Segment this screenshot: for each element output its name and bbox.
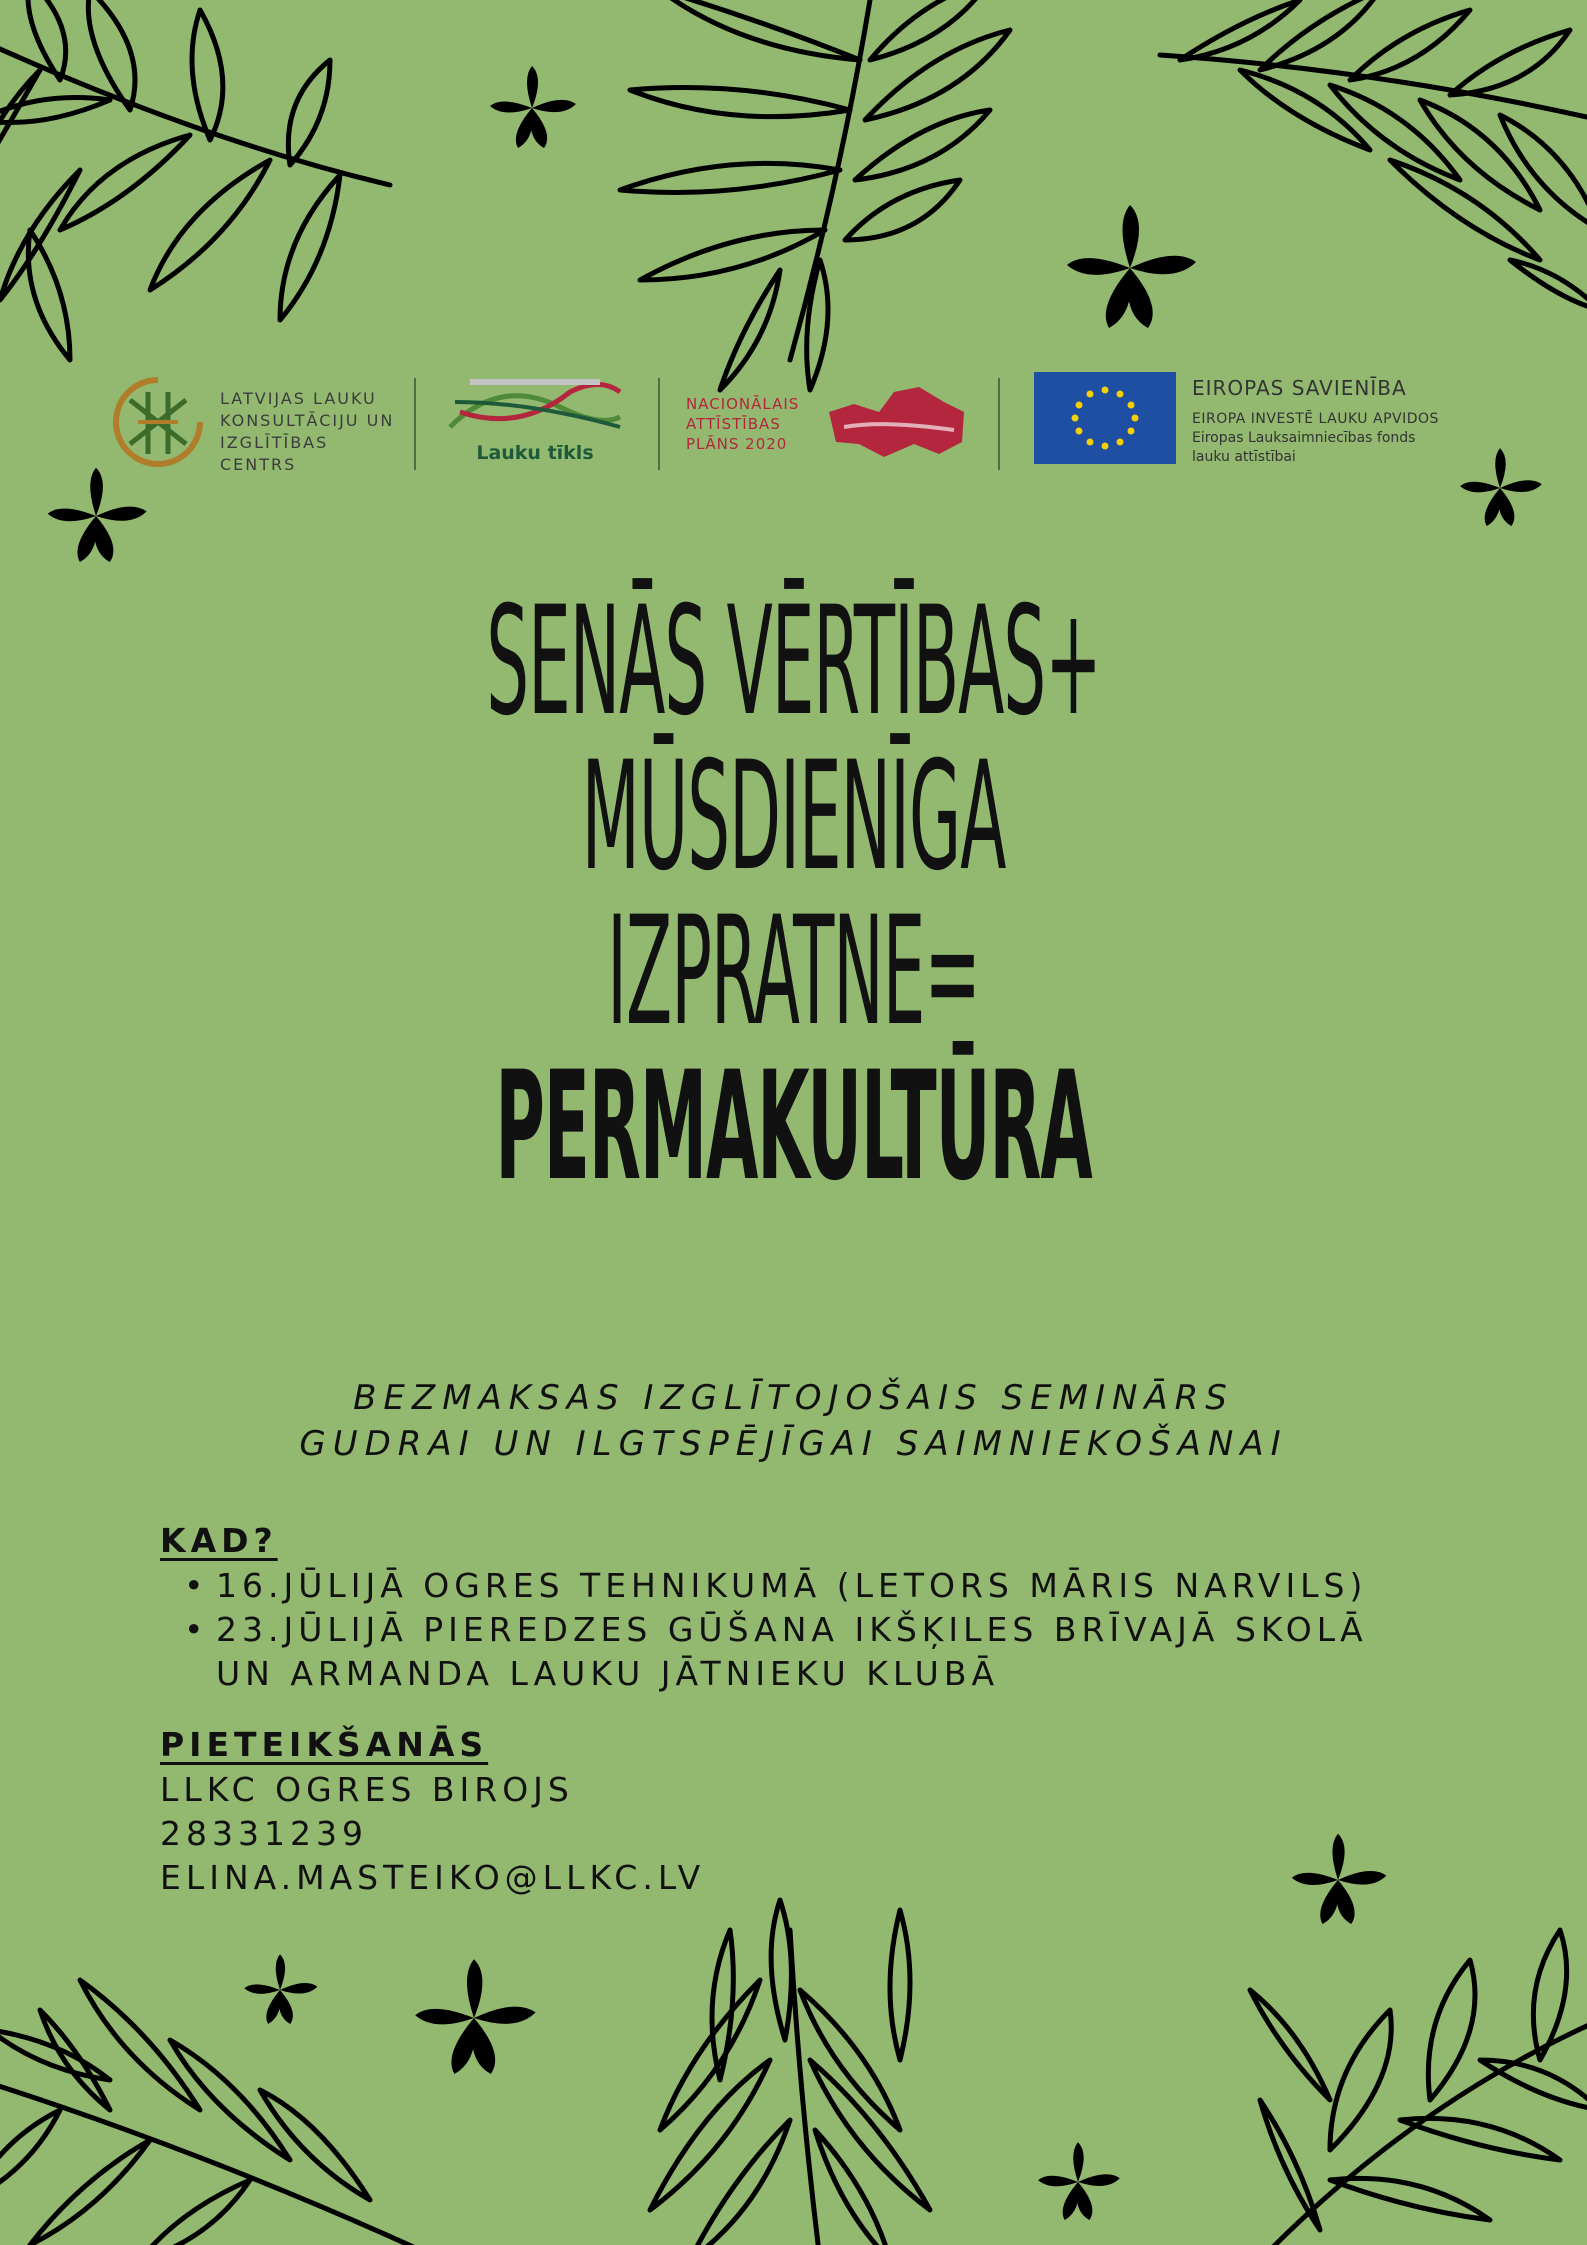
phone-number[interactable]: 28331239 (160, 1814, 368, 1853)
leaf-branch-bottom-left-icon (0, 1980, 420, 2245)
eu-line-3: lauku attīstībai (1192, 449, 1296, 465)
title-line-2: MŪSDIENĪGA (581, 730, 1006, 904)
office-name: LLKC OGRES BIROJS (160, 1770, 574, 1809)
subtitle-line-1: BEZMAKSAS IZGLĪTOJOŠAIS SEMINĀRS (353, 1378, 1234, 1418)
llkc-name (220, 388, 408, 476)
leaf-branch-top-right-icon (1160, 0, 1587, 310)
eu-flag-icon (1034, 372, 1176, 464)
title-line-3: IZPRATNE= (607, 885, 980, 1059)
page-title (0, 575, 1587, 1214)
nap-line-1: NACIONĀLAIS (686, 395, 800, 413)
logo-divider (658, 378, 660, 470)
llkc-line-1: LATVIJAS LAUKU (220, 389, 377, 408)
logo-divider (414, 378, 416, 470)
date-item: • 16.JŪLIJĀ OGRES TEHNIKUMĀ (LETORS MĀRIS NARVILS) (216, 1564, 1440, 1608)
nap-logo (686, 372, 976, 482)
nap-name (686, 394, 799, 454)
leaf-branch-top-left-icon (0, 0, 390, 360)
email-address[interactable]: ELINA.MASTEIKO@LLKC.LV (160, 1858, 706, 1897)
lauku-tikls-name: Lauku tīkls (476, 442, 594, 464)
eu-line-1: EIROPA INVESTĒ LAUKU APVIDOS (1192, 411, 1439, 427)
flower-icon (1067, 205, 1196, 328)
eu-line-2: Eiropas Lauksaimniecības fonds (1192, 430, 1416, 446)
lauku-tikls-logo (440, 372, 630, 482)
llkc-line-3: IZGLĪTĪBAS CENTRS (220, 433, 329, 474)
eu-logo (1034, 372, 1504, 482)
flower-icon (490, 66, 576, 148)
nap-line-3: PLĀNS 2020 (686, 435, 788, 453)
eu-subtitle (1192, 410, 1439, 467)
title-line-4: PERMAKULTŪRA (495, 1040, 1092, 1214)
subtitle-line-2: GUDRAI UN ILGTSPĒJĪGAI SAIMNIEKOŠANAI (299, 1424, 1288, 1464)
leaf-branch-top-center-icon (620, 0, 1010, 390)
signup-heading: PIETEIKŠANĀS (160, 1725, 489, 1764)
flower-icon (244, 1954, 317, 2024)
when-heading: KAD? (160, 1521, 278, 1560)
llkc-logo (108, 372, 408, 482)
date-item: • 23.JŪLIJĀ PIEREDZES GŪŠANA IKŠĶILES BRĪVAJĀ SKOLĀ UN ARMANDA LAUKU JĀTNIEKU KLUBĀ (216, 1608, 1440, 1696)
partner-logos (100, 372, 1500, 482)
llkc-emblem-icon (108, 372, 208, 472)
eu-title: EIROPAS SAVIENĪBA (1192, 376, 1407, 400)
seminar-subtitle (0, 1375, 1587, 1467)
leaf-branch-bottom-right-icon (1250, 1930, 1587, 2245)
dates-list (160, 1564, 1440, 1696)
leaf-branch-bottom-center-icon (650, 1900, 930, 2245)
flower-icon (1038, 2142, 1120, 2220)
latvia-map-icon (824, 382, 969, 467)
logo-divider (998, 378, 1000, 470)
nap-line-2: ATTĪSTĪBAS (686, 415, 781, 433)
signup-block (160, 1722, 1440, 1900)
flower-icon (415, 1959, 535, 2074)
event-info (160, 1518, 1440, 1900)
title-line-1: SENĀS VĒRTĪBAS+ (486, 575, 1101, 749)
lauku-tikls-emblem-icon (440, 372, 630, 442)
llkc-line-2: KONSULTĀCIJU UN (220, 411, 395, 430)
